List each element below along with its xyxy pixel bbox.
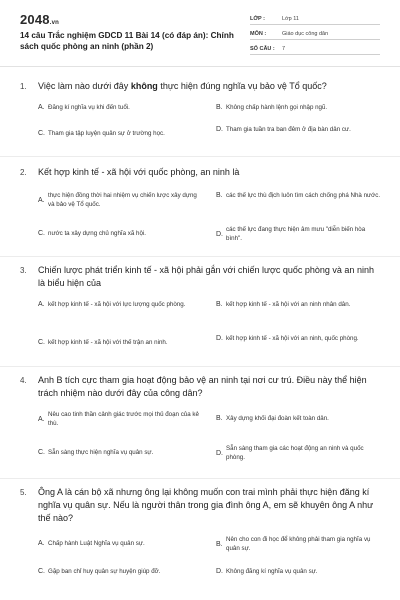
option-b[interactable] — [216, 103, 382, 112]
option-text: Đăng kí nghĩa vụ khi đến tuổi. — [48, 104, 130, 111]
header-divider — [0, 66, 400, 67]
question-number: 1. — [20, 82, 27, 91]
option-text: Không chấp hành lệnh gọi nhập ngũ. — [226, 104, 328, 111]
meta-row-class — [250, 12, 380, 25]
option-text: Tham gia tuần tra ban đêm ở địa bàn dân cư. — [226, 126, 351, 133]
option-b[interactable] — [216, 535, 382, 553]
options — [38, 93, 382, 145]
option-text: Sẵn sàng thực hiện nghĩa vụ quân sự. — [48, 449, 154, 456]
question-text-part: Kết hợp kinh tế - xã hội với quốc phòng, an ninh là — [38, 167, 240, 177]
options — [38, 179, 382, 247]
option-d[interactable] — [216, 444, 382, 462]
option-c[interactable] — [38, 129, 208, 138]
question-divider — [0, 256, 400, 257]
question-stem — [20, 264, 382, 290]
question-stem — [20, 486, 382, 525]
question-divider — [0, 156, 400, 157]
logo-domain: .vn — [49, 20, 60, 26]
question-4 — [20, 374, 382, 470]
question-stem — [20, 166, 382, 179]
question-text-bold: không — [130, 81, 158, 91]
question-text-part: Việc làm nào dưới đây — [38, 81, 131, 91]
option-letter: D. — [216, 126, 223, 133]
option-c[interactable] — [38, 338, 210, 347]
option-a[interactable] — [38, 539, 203, 548]
option-letter: A. — [38, 196, 45, 204]
option-a[interactable] — [38, 410, 203, 428]
question-text — [38, 166, 382, 179]
options — [38, 290, 382, 360]
option-b[interactable] — [216, 414, 382, 423]
options — [38, 400, 382, 470]
option-text: Sẵn sàng tham gia các hoạt động an ninh và quốc phòng. — [226, 445, 364, 461]
question-divider — [0, 478, 400, 479]
question-text-part: Chiến lược phát triển kinh tế - xã hội phải gắn với chiến lược quốc phòng và an ninh là biểu hiện của — [38, 265, 374, 288]
question-5 — [20, 486, 382, 589]
question-text — [38, 264, 382, 290]
option-letter: D. — [216, 335, 223, 342]
option-letter: D. — [216, 449, 223, 457]
question-text-part: thực hiện đúng nghĩa vụ bảo vệ Tổ quốc? — [157, 81, 327, 91]
question-number: 3. — [20, 266, 27, 275]
option-letter: B. — [216, 540, 223, 548]
option-text: Không đăng kí nghĩa vụ quân sự. — [226, 568, 318, 575]
option-text: Nêu cao tinh thần cảnh giác trước mọi thủ đoạn của kẻ thù. — [48, 411, 199, 427]
option-letter: D. — [216, 230, 223, 238]
option-letter: A. — [38, 104, 45, 111]
option-letter: C. — [38, 230, 45, 237]
question-number: 2. — [20, 168, 27, 177]
option-letter: A. — [38, 540, 45, 547]
option-text: kết hợp kinh tế - xã hội với thế trận an ninh. — [48, 339, 168, 346]
question-number: 4. — [20, 376, 27, 385]
option-letter: B. — [216, 301, 223, 308]
meta-label: MÔN : — [250, 31, 267, 37]
option-letter: B. — [216, 192, 223, 199]
option-b[interactable] — [216, 300, 382, 309]
option-d[interactable] — [216, 334, 382, 343]
question-stem — [20, 80, 382, 93]
option-d[interactable] — [216, 567, 382, 576]
question-text-part: Ông A là cán bộ xã nhưng ông lại không muốn con trai mình phải thực hiện đăng kí nghĩa vụ quân sự. Nếu là người thân trong gia đình ông A, em sẽ khuyên ông A như thế nào? — [38, 487, 374, 523]
question-2 — [20, 166, 382, 247]
option-letter: C. — [38, 568, 45, 575]
meta-info — [250, 12, 380, 57]
option-text: kết hợp kinh tế - xã hội với lực lượng quốc phòng. — [48, 301, 186, 308]
option-letter: D. — [216, 568, 223, 575]
meta-row-count — [250, 42, 380, 55]
option-b[interactable] — [216, 191, 382, 200]
question-1 — [20, 80, 382, 145]
question-text — [38, 80, 382, 93]
question-stem — [20, 374, 382, 400]
question-text — [38, 486, 382, 525]
option-letter: A. — [38, 415, 45, 423]
question-divider — [0, 366, 400, 367]
option-letter: C. — [38, 339, 45, 346]
option-letter: C. — [38, 449, 45, 456]
option-letter: C. — [38, 130, 45, 137]
option-a[interactable] — [38, 103, 203, 112]
page-header — [0, 0, 400, 62]
option-text: Xây dựng khối đại đoàn kết toàn dân. — [226, 415, 329, 422]
option-letter: B. — [216, 104, 223, 111]
logo-text: 2048 — [20, 12, 50, 27]
question-number: 5. — [20, 488, 27, 497]
meta-row-subject — [250, 27, 380, 40]
option-a[interactable] — [38, 300, 203, 309]
option-a[interactable] — [38, 191, 203, 209]
option-text: Nên cho con đi học để không phải tham gia nghĩa vụ quân sự. — [226, 536, 371, 552]
option-text: các thế lực thù địch luôn tìm cách chống phá Nhà nước. — [226, 192, 381, 199]
option-c[interactable] — [38, 229, 203, 238]
option-d[interactable] — [216, 125, 382, 134]
meta-label: LỚP : — [250, 16, 265, 22]
option-c[interactable] — [38, 448, 203, 457]
option-text: thực hiện đồng thời hai nhiệm vụ chiến lược xây dựng và bảo vệ Tổ quốc. — [48, 192, 197, 208]
option-text: Tham gia tập luyện quân sự ở trường học. — [48, 130, 165, 137]
option-text: nước ta xây dựng chủ nghĩa xã hội. — [48, 230, 146, 237]
option-text: kết hợp kinh tế - xã hội với an ninh nhân dân. — [226, 301, 351, 308]
option-text: kết hợp kinh tế - xã hội với an ninh, quốc phòng. — [226, 335, 359, 342]
question-3 — [20, 264, 382, 360]
option-d[interactable] — [216, 225, 382, 243]
site-logo[interactable] — [20, 12, 59, 27]
option-c[interactable] — [38, 567, 208, 576]
options — [38, 525, 382, 589]
option-letter: A. — [38, 301, 45, 308]
question-text-part: Anh B tích cực tham gia hoạt động bảo vệ an ninh tại nơi cư trú. Điều này thể hiện trách nhiệm nào dưới đây của công dân? — [38, 375, 367, 398]
option-letter: B. — [216, 415, 223, 422]
meta-value: Giáo dục công dân — [282, 31, 329, 37]
option-text: các thế lực đang thực hiện âm mưu "diễn biến hòa bình". — [226, 226, 366, 242]
option-text: Chấp hành Luật Nghĩa vụ quân sự. — [48, 540, 145, 547]
option-text: Gặp ban chỉ huy quân sự huyện giúp đỡ. — [48, 568, 161, 575]
meta-label: SỐ CÂU : — [250, 46, 275, 52]
question-text — [38, 374, 382, 400]
meta-value: 7 — [282, 46, 286, 52]
meta-value: Lớp 11 — [282, 16, 299, 22]
page-title: 14 câu Trắc nghiệm GDCD 11 Bài 14 (có đáp án): Chính sách quốc phòng an ninh (phần 2) — [20, 31, 234, 51]
